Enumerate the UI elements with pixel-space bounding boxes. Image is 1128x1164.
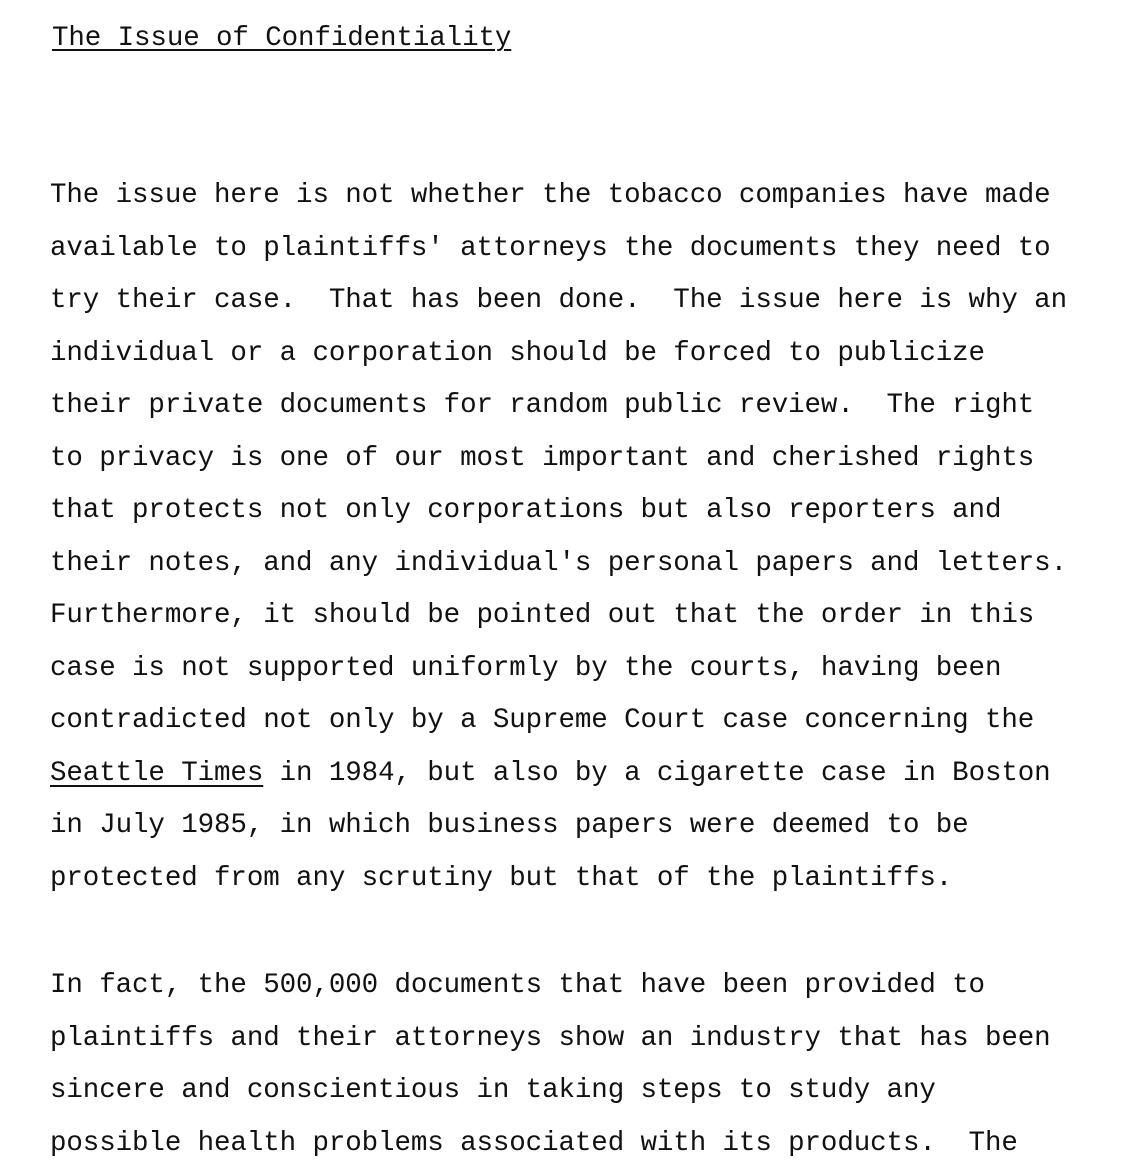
text-line: individual or a corporation should be forced to publicize — [50, 337, 985, 369]
case-name-underlined: Seattle Times — [50, 757, 264, 789]
text-line: available to plaintiffs' attorneys the documents they need to — [50, 232, 1051, 264]
text-line: possible health problems associated with its products. The — [50, 1127, 1018, 1159]
text-line: case is not supported uniformly by the courts, having been — [50, 652, 1002, 684]
paragraph-documents-provided — [50, 960, 1051, 1164]
text-line: that protects not only corporations but also reporters and — [50, 495, 1002, 526]
text-line: protected from any scrutiny but that of the plaintiffs. — [50, 862, 953, 894]
text-line: their private documents for random public review. The right — [50, 390, 1035, 421]
text-line: in July 1985, in which business papers were deemed to be — [50, 810, 969, 841]
text-fragment: in 1984, but also by a cigarette case in Boston — [263, 757, 1051, 789]
text-line: contradicted not only by a Supreme Court case concerning the — [50, 705, 1035, 736]
text-line: to privacy is one of our most important and cherished rights — [50, 442, 1035, 474]
text-line: sincere and conscientious in taking steps to study any — [50, 1075, 936, 1106]
text-line: their notes, and any individual's personal papers and letters. — [50, 547, 1067, 579]
text-line: The issue here is not whether the tobacco companies have made — [50, 180, 1051, 211]
text-line: try their case. That has been done. The issue here is why an — [50, 285, 1067, 316]
text-line: plaintiffs and their attorneys show an industry that has been — [50, 1022, 1051, 1054]
text-line: Furthermore, it should be pointed out that the order in this — [50, 600, 1035, 631]
section-heading: The Issue of Confidentiality — [52, 23, 512, 54]
paragraph-confidentiality-issue — [50, 170, 1067, 905]
text-line: In fact, the 500,000 documents that have been provided to — [50, 970, 985, 1001]
text-line-with-citation — [50, 748, 1067, 801]
